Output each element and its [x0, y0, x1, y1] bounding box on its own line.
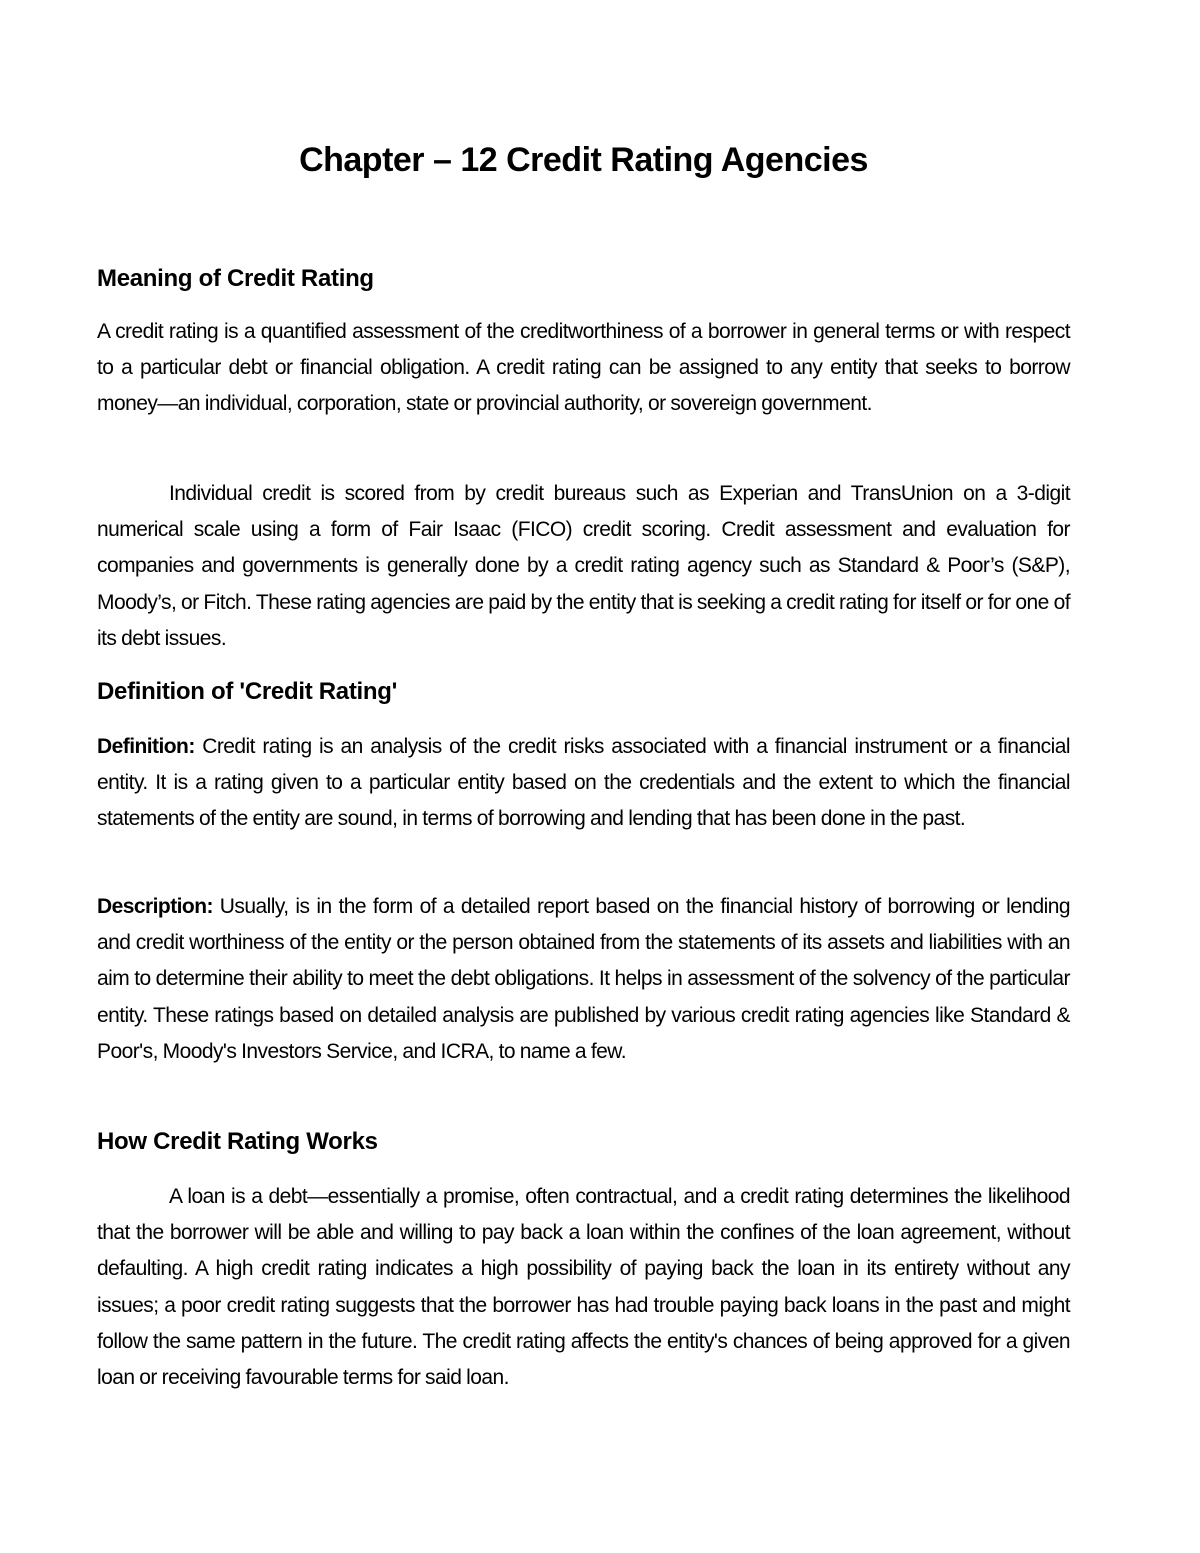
description-label: Description: — [97, 895, 213, 918]
definition-label: Definition: — [97, 735, 195, 758]
paragraph-meaning-1: A credit rating is a quantified assessment of the creditworthiness of a borrower in general terms or with respect to a particular debt or financial obligation. A credit rating can be assigned to any entity that seeks to borrow money—an individual, corporation, state or provincial authority, or sovereign government. — [97, 320, 1070, 416]
definition-text: Credit rating is an analysis of the credit risks associated with a financial instrument or a financial entity. It is a rating given to a particular entity based on the credentials and the extent to which the financial statements of the entity are sound, in terms of borrowing and lending that has been done in the past. — [97, 735, 1070, 831]
section-heading-how-it-works: How Credit Rating Works — [97, 1128, 378, 1155]
paragraph-description — [97, 889, 1070, 1070]
section-heading-definition: Definition of 'Credit Rating' — [97, 678, 398, 705]
paragraph-meaning-2: Individual credit is scored from by credit bureaus such as Experian and TransUnion on a 3-digit numerical scale using a form of Fair Isaac (FICO) credit scoring. Credit assessment and evaluation for companies and governments is generally done by a credit rating agency such as Standard & Poor’s (S&P), Moody’s, or Fitch. These rating agencies are paid by the entity that is seeking a credit rating for itself or for one of its debt issues. — [97, 482, 1070, 650]
chapter-title: Chapter – 12 Credit Rating Agencies — [299, 141, 868, 179]
description-text: Usually, is in the form of a detailed report based on the financial history of borrowing or lending and credit worthiness of the entity or the person obtained from the statements of its assets and liabilities with an aim to determine their ability to meet the debt obligations. It helps in assessment of the solvency of the particular entity. These ratings based on detailed analysis are published by various credit rating agencies like Standard & Poor's, Moody's Investors Service, and ICRA, to name a few. — [97, 895, 1070, 1063]
paragraph-definition — [97, 729, 1070, 838]
paragraph-how-it-works: A loan is a debt—essentially a promise, often contractual, and a credit rating determines the likelihood that the borrower will be able and willing to pay back a loan within the confines of the loan agreement, without defaulting. A high credit rating indicates a high possibility of paying back the loan in its entirety without any issues; a poor credit rating suggests that the borrower has had trouble paying back loans in the past and might follow the same pattern in the future. The credit rating affects the entity's chances of being approved for a given loan or receiving favourable terms for said loan. — [97, 1185, 1070, 1390]
section-heading-meaning: Meaning of Credit Rating — [97, 265, 374, 292]
